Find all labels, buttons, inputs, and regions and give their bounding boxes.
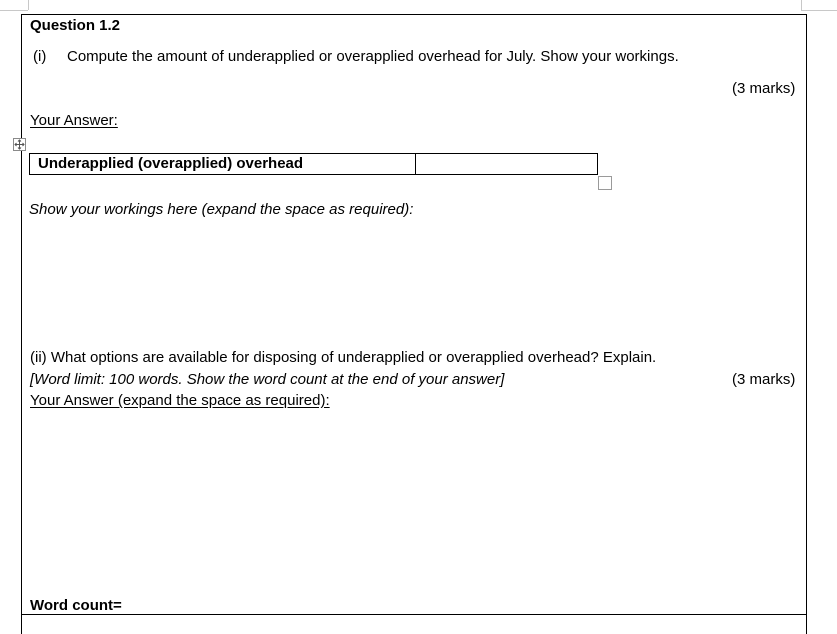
part-i-marks: (3 marks) [732,80,796,97]
your-answer-label: Your Answer: [30,112,118,129]
part-ii-answer-area[interactable] [29,414,799,594]
answer-table [29,153,598,175]
crop-mark-top-right-vertical [801,0,802,10]
crop-mark-top-left-horizontal [0,10,28,11]
part-ii-answer-label: Your Answer (expand the space as required): [30,392,330,409]
part-i-number: (i) [33,48,47,65]
workings-prompt: Show your workings here (expand the space as required): [29,201,414,218]
part-ii-text: (ii) What options are available for disposing of underapplied or overapplied overhead? Explain. [30,349,657,366]
part-ii-word-limit: [Word limit: 100 words. Show the word count at the end of your answer] [30,371,505,388]
answer-table-value-cell[interactable] [416,154,597,174]
table-resize-handle[interactable] [598,176,612,190]
move-arrows-icon [14,139,25,150]
part-ii-marks: (3 marks) [732,371,796,388]
question-title: Question 1.2 [30,17,121,34]
crop-mark-top-right-horizontal [801,10,837,11]
answer-table-label: Underapplied (overapplied) overhead [30,154,416,174]
crop-mark-top-left-vertical [28,0,29,10]
frame-bottom-rule [21,614,807,615]
table-move-handle[interactable] [13,138,26,151]
word-count-label: Word count= [30,597,122,614]
part-i-text: Compute the amount of underapplied or overapplied overhead for July. Show your workings. [67,48,679,65]
workings-area[interactable] [29,222,799,344]
